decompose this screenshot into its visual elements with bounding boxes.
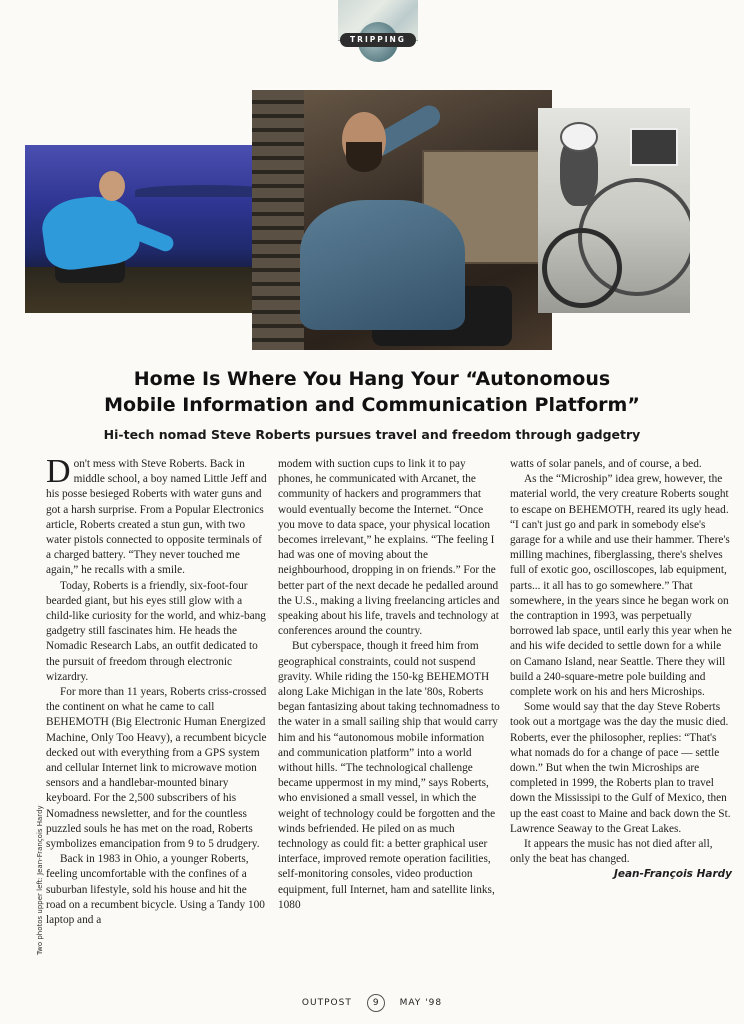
photo-roberts-at-lakeshore <box>25 145 271 313</box>
article-title-line-2: Mobile Information and Communication Platform” <box>104 394 640 416</box>
paragraph: As the “Microship” idea grew, however, the material world, the very creature Roberts sought to escape on BEHEMOTH, reared its ugly head. “I can't just go and park in somebody else's garage for a while and use their hammer. There's milling machines, fiberglassing, there's shelves full of exotic goo, oscilloscopes, lab equipment, parts... it all has to go somewhere.” That somewhere, in the years since he began work on the contraption in 1993, was perpetually borrowed lab space, until early this year when he and his wife decided to settle down for a while on Camano Island, near Seattle. There they will build a 240-square-metre pole building and complete work on his and hers Microships. <box>510 473 732 699</box>
page-number: 9 <box>367 994 385 1012</box>
text-column-1 <box>46 453 268 928</box>
paragraph: But cyberspace, though it freed him from geographical constraints, could not suspend gravity. While riding the 150-kg BEHEMOTH along Lake Michigan in the late '80s, Roberts began fantasizing about taking technomadness to the water in a small sailing ship that would carry him and his “autonomous mobile information and communication platform” into a world without hills. “The technological challenge became uppermost in my mind,” says Roberts, who envisioned a small vessel, in which the weight of technology could be forgotten and the winds befriended. He piled on as much technology as could fit: a better graphical user interface, improved remote operation facilities, self-monitoring consoles, video production equipment, full Internet, ham and satellite links, 1080 <box>278 640 500 911</box>
text-column-2 <box>278 457 500 913</box>
paragraph: Some would say that the day Steve Roberts took out a mortgage was the day the music died. Roberts, ever the philosopher, replies: “That's what nomads do for a change of pace — settle down.” But when the twin Microships are completed in 1999, the Roberts plan to travel down the Mississipi to the Gulf of Mexico, then up the east coast to Maine and back down the St. Lawrence Seaway to the Great Lakes. <box>510 701 731 835</box>
text-column-3 <box>510 457 732 882</box>
article-title-line-1: Home Is Where You Hang Your “Autonomous <box>133 368 611 390</box>
paragraph: Today, Roberts is a friendly, six-foot-four bearded giant, but his eyes still glow with a child-like curiosity for the world, and whiz-bang gadgetry still fascinates him. He heads the Nomadic Research Labs, an outfit dedicated to the pursuit of freedom through electronic wizardry. <box>46 579 266 683</box>
photo-behemoth-bicycle <box>538 108 690 313</box>
photo-roberts-in-lab <box>252 90 552 350</box>
paragraph: It appears the music has not died after all, only the beat has changed. <box>510 838 713 866</box>
paragraph: watts of solar panels, and of course, a bed. <box>510 458 702 470</box>
issue-date: MAY '98 <box>399 998 443 1008</box>
drop-cap: D <box>46 453 71 490</box>
paragraph: Don't mess with Steve Roberts. Back in middle school, a boy named Little Jeff and his posse besieged Roberts with water guns and got a harsh surprise. From a Popular Electronics article, Roberts created a stun gun, with two water pistols connected to opposite terminals of a charged battery. “They never touched me again,” he recalls with a smile. <box>46 453 267 577</box>
section-emblem <box>330 0 426 66</box>
author-byline: Jean-François Hardy <box>613 868 732 881</box>
paragraph: modem with suction cups to link it to pay phones, he communicated with Arcanet, the community of hackers and programmers that would eventually become the Internet. “Once you move to data space, your physical location becomes irrelevant,” he explains. “The feeling I had was one of moving about the neighbourhood, dropping in on friends.” For the better part of the next decade he pedalled around the U.S., making a living freelancing articles and speaking about his life, travels and technology at conferences around the country. <box>278 458 500 638</box>
article-subtitle: Hi-tech nomad Steve Roberts pursues travel and freedom through gadgetry <box>103 427 641 442</box>
section-tag: TRIPPING <box>340 33 416 47</box>
photo-credit: Two photos upper left: Jean-François Hardy <box>36 805 44 955</box>
page-footer <box>0 994 744 1012</box>
paragraph: For more than 11 years, Roberts criss-crossed the continent on what he came to call BEHEMOTH (Big Electronic Human Energized Machine, Only Too Heavy), a recumbent bicycle decked out with everything from a GPS system and cellular Internet link to microwave motion sensors and a handlebar-mounted binary keyboard. For the 2,500 subscribers of his Nomadness newsletter, and for the countless puzzled souls he has met on the road, Roberts symbolizes emancipation from 9 to 5 drudgery. <box>46 686 267 851</box>
paragraph: Back in 1983 in Ohio, a younger Roberts, feeling uncomfortable with the confines of a suburban lifestyle, sold his house and hit the road on a recumbent bicycle. Using a Tandy 100 laptop and a <box>46 853 265 927</box>
magazine-name: OUTPOST <box>301 998 352 1008</box>
